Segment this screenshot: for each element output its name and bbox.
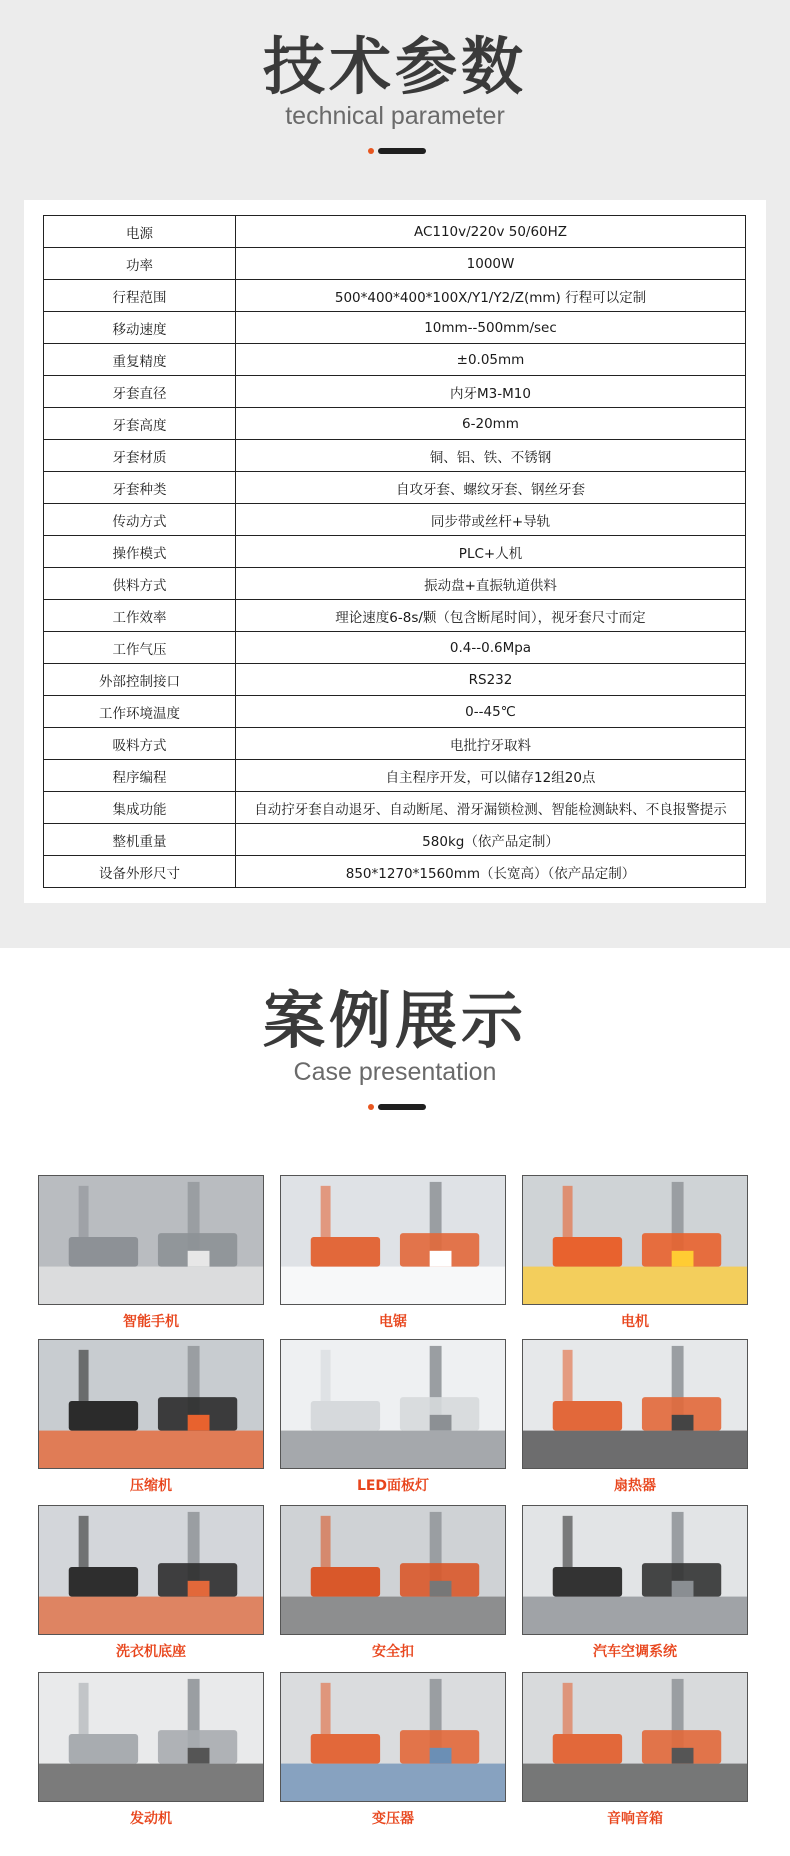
case-photo [280,1339,506,1469]
case-title-en: Case presentation [293,1058,497,1086]
param-key: 工作气压 [44,632,236,664]
case-photo [38,1672,264,1802]
case-label: 洗衣机底座 [116,1644,186,1660]
param-key: 牙套种类 [44,472,236,504]
tech-title-divider [368,148,426,154]
param-row [44,312,746,344]
param-value: 10mm--500mm/sec [236,312,746,344]
case-photo [522,1505,748,1635]
param-key: 牙套材质 [44,440,236,472]
divider-dot [368,1104,374,1110]
tech-title-cn: 技术参数 [262,30,527,103]
param-row [44,216,746,248]
param-card [24,200,766,903]
param-row [44,600,746,632]
param-row [44,824,746,856]
param-key: 设备外形尺寸 [44,856,236,888]
param-row [44,568,746,600]
param-key: 传动方式 [44,504,236,536]
param-row [44,632,746,664]
param-value: 500*400*400*100X/Y1/Y2/Z(mm) 行程可以定制 [236,280,746,312]
param-value: PLC+人机 [236,536,746,568]
param-row [44,664,746,696]
param-value: 电批拧牙取料 [236,728,746,760]
param-value: 振动盘+直振轨道供料 [236,568,746,600]
param-row [44,440,746,472]
param-row [44,280,746,312]
param-row [44,376,746,408]
param-row [44,696,746,728]
param-value: 580kg（依产品定制） [236,824,746,856]
param-row [44,504,746,536]
case-label: 音响音箱 [607,1811,663,1827]
divider-bar [378,148,426,154]
param-value: 6-20mm [236,408,746,440]
case-label: 电锯 [379,1314,407,1330]
case-photo [38,1175,264,1305]
param-value: 0--45℃ [236,696,746,728]
param-row [44,856,746,888]
case-label: 汽车空调系统 [593,1644,677,1660]
case-photo [522,1672,748,1802]
param-key: 工作环境温度 [44,696,236,728]
param-key: 程序编程 [44,760,236,792]
case-photo [38,1339,264,1469]
param-value: 自动拧牙套自动退牙、自动断尾、滑牙漏锁检测、智能检测缺料、不良报警提示 [236,792,746,824]
param-value: 理论速度6-8s/颗（包含断尾时间），视牙套尺寸而定 [236,600,746,632]
param-key: 集成功能 [44,792,236,824]
param-key: 行程范围 [44,280,236,312]
divider-dot [368,148,374,154]
case-photo [280,1672,506,1802]
param-key: 重复精度 [44,344,236,376]
param-row [44,472,746,504]
case-label: 压缩机 [130,1478,172,1494]
tech-title-en: technical parameter [285,102,505,130]
param-value: 0.4--0.6Mpa [236,632,746,664]
param-value: 内牙M3-M10 [236,376,746,408]
case-photo [522,1175,748,1305]
param-key: 吸料方式 [44,728,236,760]
param-key: 供料方式 [44,568,236,600]
param-value: 同步带或丝杆+导轨 [236,504,746,536]
param-key: 操作模式 [44,536,236,568]
param-value: AC110v/220v 50/60HZ [236,216,746,248]
param-key: 外部控制接口 [44,664,236,696]
param-value: 850*1270*1560mm（长宽高）（依产品定制） [236,856,746,888]
param-key: 牙套直径 [44,376,236,408]
param-row [44,760,746,792]
param-value: 自攻牙套、螺纹牙套、钢丝牙套 [236,472,746,504]
case-photo [280,1175,506,1305]
param-value: 铜、铝、铁、不锈钢 [236,440,746,472]
param-row [44,536,746,568]
case-photo [280,1505,506,1635]
case-label: LED面板灯 [356,1478,430,1494]
param-row [44,248,746,280]
param-key: 移动速度 [44,312,236,344]
param-value: 自主程序开发，可以储存12组20点 [236,760,746,792]
param-key: 功率 [44,248,236,280]
param-row [44,728,746,760]
case-label: 扇热器 [614,1478,656,1494]
case-label: 发动机 [130,1811,172,1827]
divider-bar [378,1104,426,1110]
case-photo [38,1505,264,1635]
param-value: 1000W [236,248,746,280]
case-label: 安全扣 [372,1644,414,1660]
param-key: 牙套高度 [44,408,236,440]
param-key: 电源 [44,216,236,248]
case-title-cn: 案例展示 [262,984,527,1057]
param-value: ±0.05mm [236,344,746,376]
param-row [44,344,746,376]
case-label: 电机 [621,1314,649,1330]
param-table [43,215,746,888]
param-key: 整机重量 [44,824,236,856]
case-label: 变压器 [372,1811,414,1827]
param-value: RS232 [236,664,746,696]
case-photo [522,1339,748,1469]
param-row [44,792,746,824]
param-key: 工作效率 [44,600,236,632]
case-label: 智能手机 [123,1314,179,1330]
case-title-divider [368,1104,426,1110]
param-row [44,408,746,440]
case-section [0,948,790,1856]
